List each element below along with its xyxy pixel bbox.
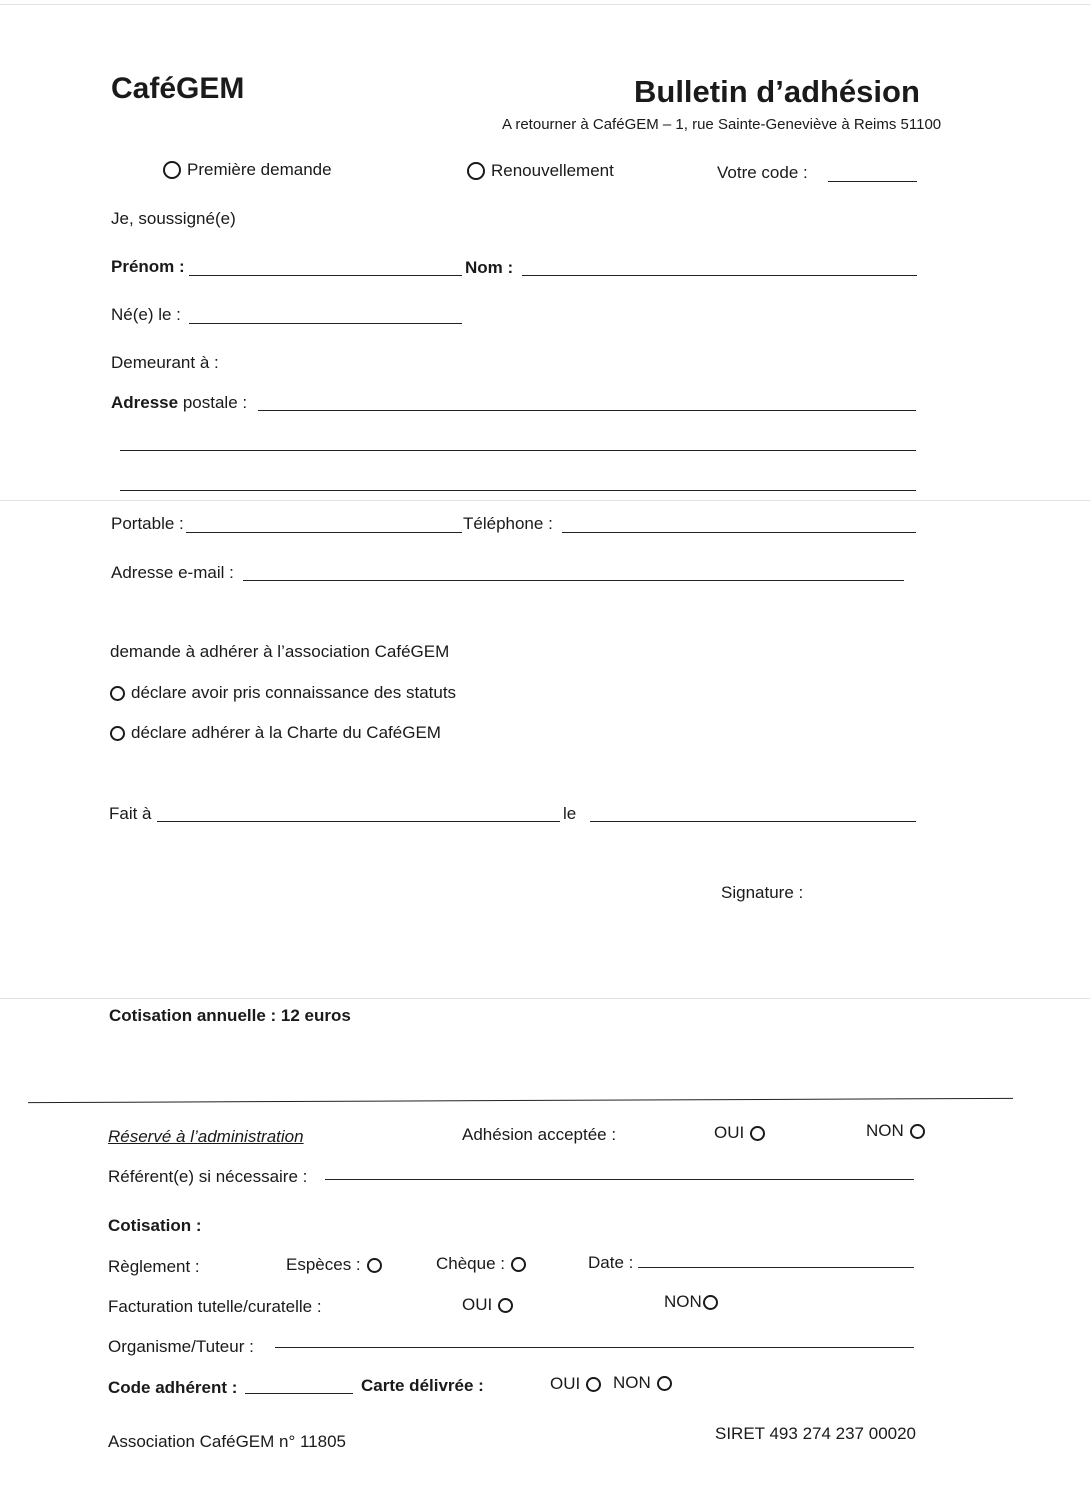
cash-option[interactable] (286, 1255, 382, 1275)
radio-circle-icon[interactable] (586, 1377, 601, 1392)
payment-date-field[interactable] (638, 1267, 914, 1268)
card-no-option[interactable] (613, 1373, 672, 1393)
radio-circle-icon[interactable] (657, 1376, 672, 1391)
radio-circle-icon[interactable] (511, 1257, 526, 1272)
email-field[interactable] (243, 580, 904, 581)
first-request-label: Première demande (187, 160, 332, 179)
guardian-field[interactable] (275, 1347, 914, 1348)
payment-label: Règlement : (108, 1257, 200, 1276)
radio-circle-icon[interactable] (910, 1124, 925, 1139)
statutes-label: déclare avoir pris connaissance des statuts (131, 683, 457, 702)
card-no-label: NON (613, 1373, 651, 1392)
birth-label: Né(e) le : (111, 305, 181, 324)
accepted-yes-label: OUI (714, 1123, 745, 1142)
firstname-field[interactable] (189, 275, 462, 276)
radio-circle-icon[interactable] (750, 1126, 765, 1141)
place-label: Fait à (109, 804, 152, 823)
date-field[interactable] (590, 821, 916, 822)
charter-option[interactable] (110, 723, 441, 743)
billing-label: Facturation tutelle/curatelle : (108, 1297, 322, 1316)
charter-label: déclare adhérer à la Charte du CaféGEM (131, 723, 441, 742)
fold-line (0, 998, 1090, 999)
lastname-label: Nom : (465, 258, 514, 277)
address-label-bold: Adresse (111, 393, 179, 412)
email-label: Adresse e-mail : (111, 563, 234, 582)
address-field-line-3[interactable] (120, 490, 916, 491)
billing-yes-option[interactable] (462, 1295, 513, 1315)
card-yes-label: OUI (550, 1374, 581, 1393)
accepted-no-option[interactable] (866, 1121, 925, 1141)
phone-field[interactable] (562, 532, 916, 533)
form-title: Bulletin d’adhésion (634, 74, 920, 109)
payment-date-label: Date : (588, 1253, 634, 1272)
mobile-field[interactable] (186, 532, 462, 533)
admin-reserved-label: Réservé à l’administration (108, 1127, 304, 1146)
org-name: CaféGEM (111, 72, 245, 105)
check-label: Chèque : (436, 1254, 505, 1273)
radio-circle-icon[interactable] (703, 1295, 718, 1310)
referent-label: Référent(e) si nécessaire : (108, 1167, 308, 1186)
renewal-label: Renouvellement (491, 161, 614, 180)
phone-label: Téléphone : (463, 514, 553, 533)
siret-number: SIRET 493 274 237 00020 (715, 1424, 917, 1443)
return-address: A retourner à CaféGEM – 1, rue Sainte-Geneviève à Reims 51100 (502, 116, 942, 133)
address-field-line-1[interactable] (258, 410, 916, 411)
birth-field[interactable] (189, 323, 462, 324)
billing-yes-label: OUI (462, 1295, 493, 1314)
card-yes-option[interactable] (550, 1374, 601, 1394)
referent-field[interactable] (325, 1179, 914, 1180)
cash-label: Espèces : (286, 1255, 361, 1274)
mobile-label: Portable : (111, 514, 184, 533)
billing-no-option[interactable] (664, 1292, 718, 1312)
membership-request-text: demande à adhérer à l’association CaféGEM (110, 642, 450, 661)
date-label: le (563, 804, 577, 823)
address-label-rest: postale : (178, 393, 248, 412)
check-option[interactable] (436, 1254, 526, 1274)
admin-separator (28, 1098, 1013, 1103)
checkbox-circle-icon[interactable] (110, 686, 125, 701)
place-field[interactable] (157, 821, 560, 822)
firstname-label: Prénom : (111, 257, 185, 276)
first-request-option[interactable] (163, 160, 332, 180)
radio-circle-icon[interactable] (163, 161, 181, 179)
radio-circle-icon[interactable] (467, 162, 485, 180)
member-code-label: Code adhérent : (108, 1378, 238, 1397)
signature-area[interactable] (720, 905, 920, 985)
fee-admin-label: Cotisation : (108, 1216, 202, 1235)
card-label: Carte délivrée : (361, 1376, 484, 1395)
member-code-field[interactable] (245, 1393, 353, 1394)
annual-fee: Cotisation annuelle : 12 euros (109, 1006, 351, 1025)
statutes-option[interactable] (110, 683, 456, 703)
signature-label: Signature : (721, 883, 804, 902)
code-label: Votre code : (717, 163, 808, 182)
fold-line (0, 500, 1090, 501)
intro-text: Je, soussigné(e) (111, 209, 236, 228)
accepted-yes-option[interactable] (714, 1123, 765, 1143)
association-number: Association CaféGEM n° 11805 (108, 1432, 346, 1451)
address-label (111, 393, 247, 413)
accepted-label: Adhésion acceptée : (462, 1125, 617, 1144)
billing-no-label: NON (664, 1292, 702, 1311)
checkbox-circle-icon[interactable] (110, 726, 125, 741)
residing-label: Demeurant à : (111, 353, 219, 372)
renewal-option[interactable] (467, 161, 614, 181)
code-field[interactable] (828, 181, 917, 182)
scan-edge (0, 4, 1090, 5)
lastname-field[interactable] (522, 275, 917, 276)
guardian-label: Organisme/Tuteur : (108, 1337, 254, 1356)
address-field-line-2[interactable] (120, 450, 916, 451)
accepted-no-label: NON (866, 1121, 904, 1140)
radio-circle-icon[interactable] (367, 1258, 382, 1273)
radio-circle-icon[interactable] (498, 1298, 513, 1313)
